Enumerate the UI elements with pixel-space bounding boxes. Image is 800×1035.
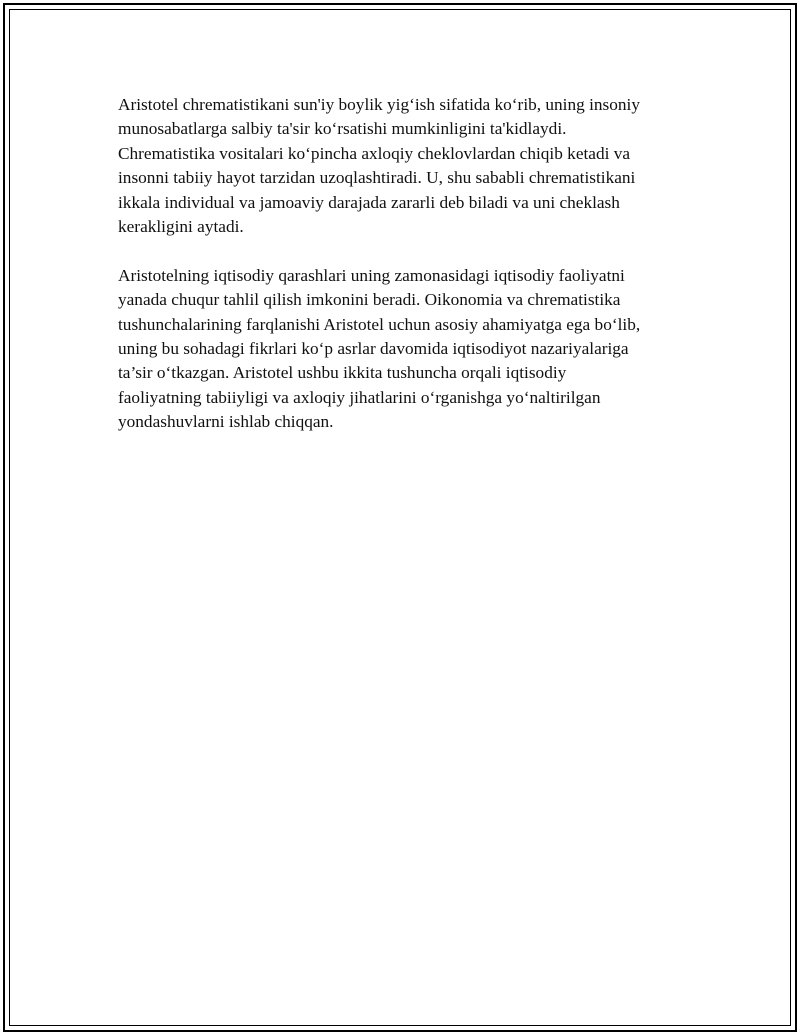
text-line: ta’sir o‘tkazgan. Aristotel ushbu ikkita tushuncha orqali iqtisodiy (118, 363, 567, 383)
text-line: uning bu sohadagi fikrlari ko‘p asrlar davomida iqtisodiyot nazariyalariga (118, 339, 629, 359)
document-body (118, 93, 683, 459)
text-line: faoliyatning tabiiyligi va axloqiy jihatlarini o‘rganishga yo‘naltirilgan (118, 387, 601, 407)
text-line: insonni tabiiy hayot tarzidan uzoqlashtiradi. U, shu sababli chrematistikani (118, 168, 636, 188)
text-line: kerakligini aytadi. (118, 217, 244, 237)
paragraph-1 (118, 93, 683, 239)
text-line: yanada chuqur tahlil qilish imkonini beradi. Oikonomia va chrematistika (118, 290, 621, 310)
text-line: ikkala individual va jamoaviy darajada zararli deb biladi va uni cheklash (118, 192, 620, 212)
text-line: Aristotelning iqtisodiy qarashlari uning zamonasidagi iqtisodiy faoliyatni (118, 265, 625, 285)
text-line: munosabatlarga salbiy ta'sir ko‘rsatishi mumkinligini ta'kidlaydi. (118, 119, 567, 139)
text-line: Aristotel chrematistikani sun'iy boylik yig‘ish sifatida ko‘rib, uning insoniy (118, 95, 640, 114)
paragraph-2 (118, 264, 683, 435)
text-line: yondashuvlarni ishlab chiqqan. (118, 412, 334, 432)
text-line: Chrematistika vositalari ko‘pincha axloqiy cheklovlardan chiqib ketadi va (118, 143, 631, 163)
text-line: tushunchalarining farqlanishi Aristotel uchun asosiy ahamiyatga ega bo‘lib, (118, 314, 641, 334)
